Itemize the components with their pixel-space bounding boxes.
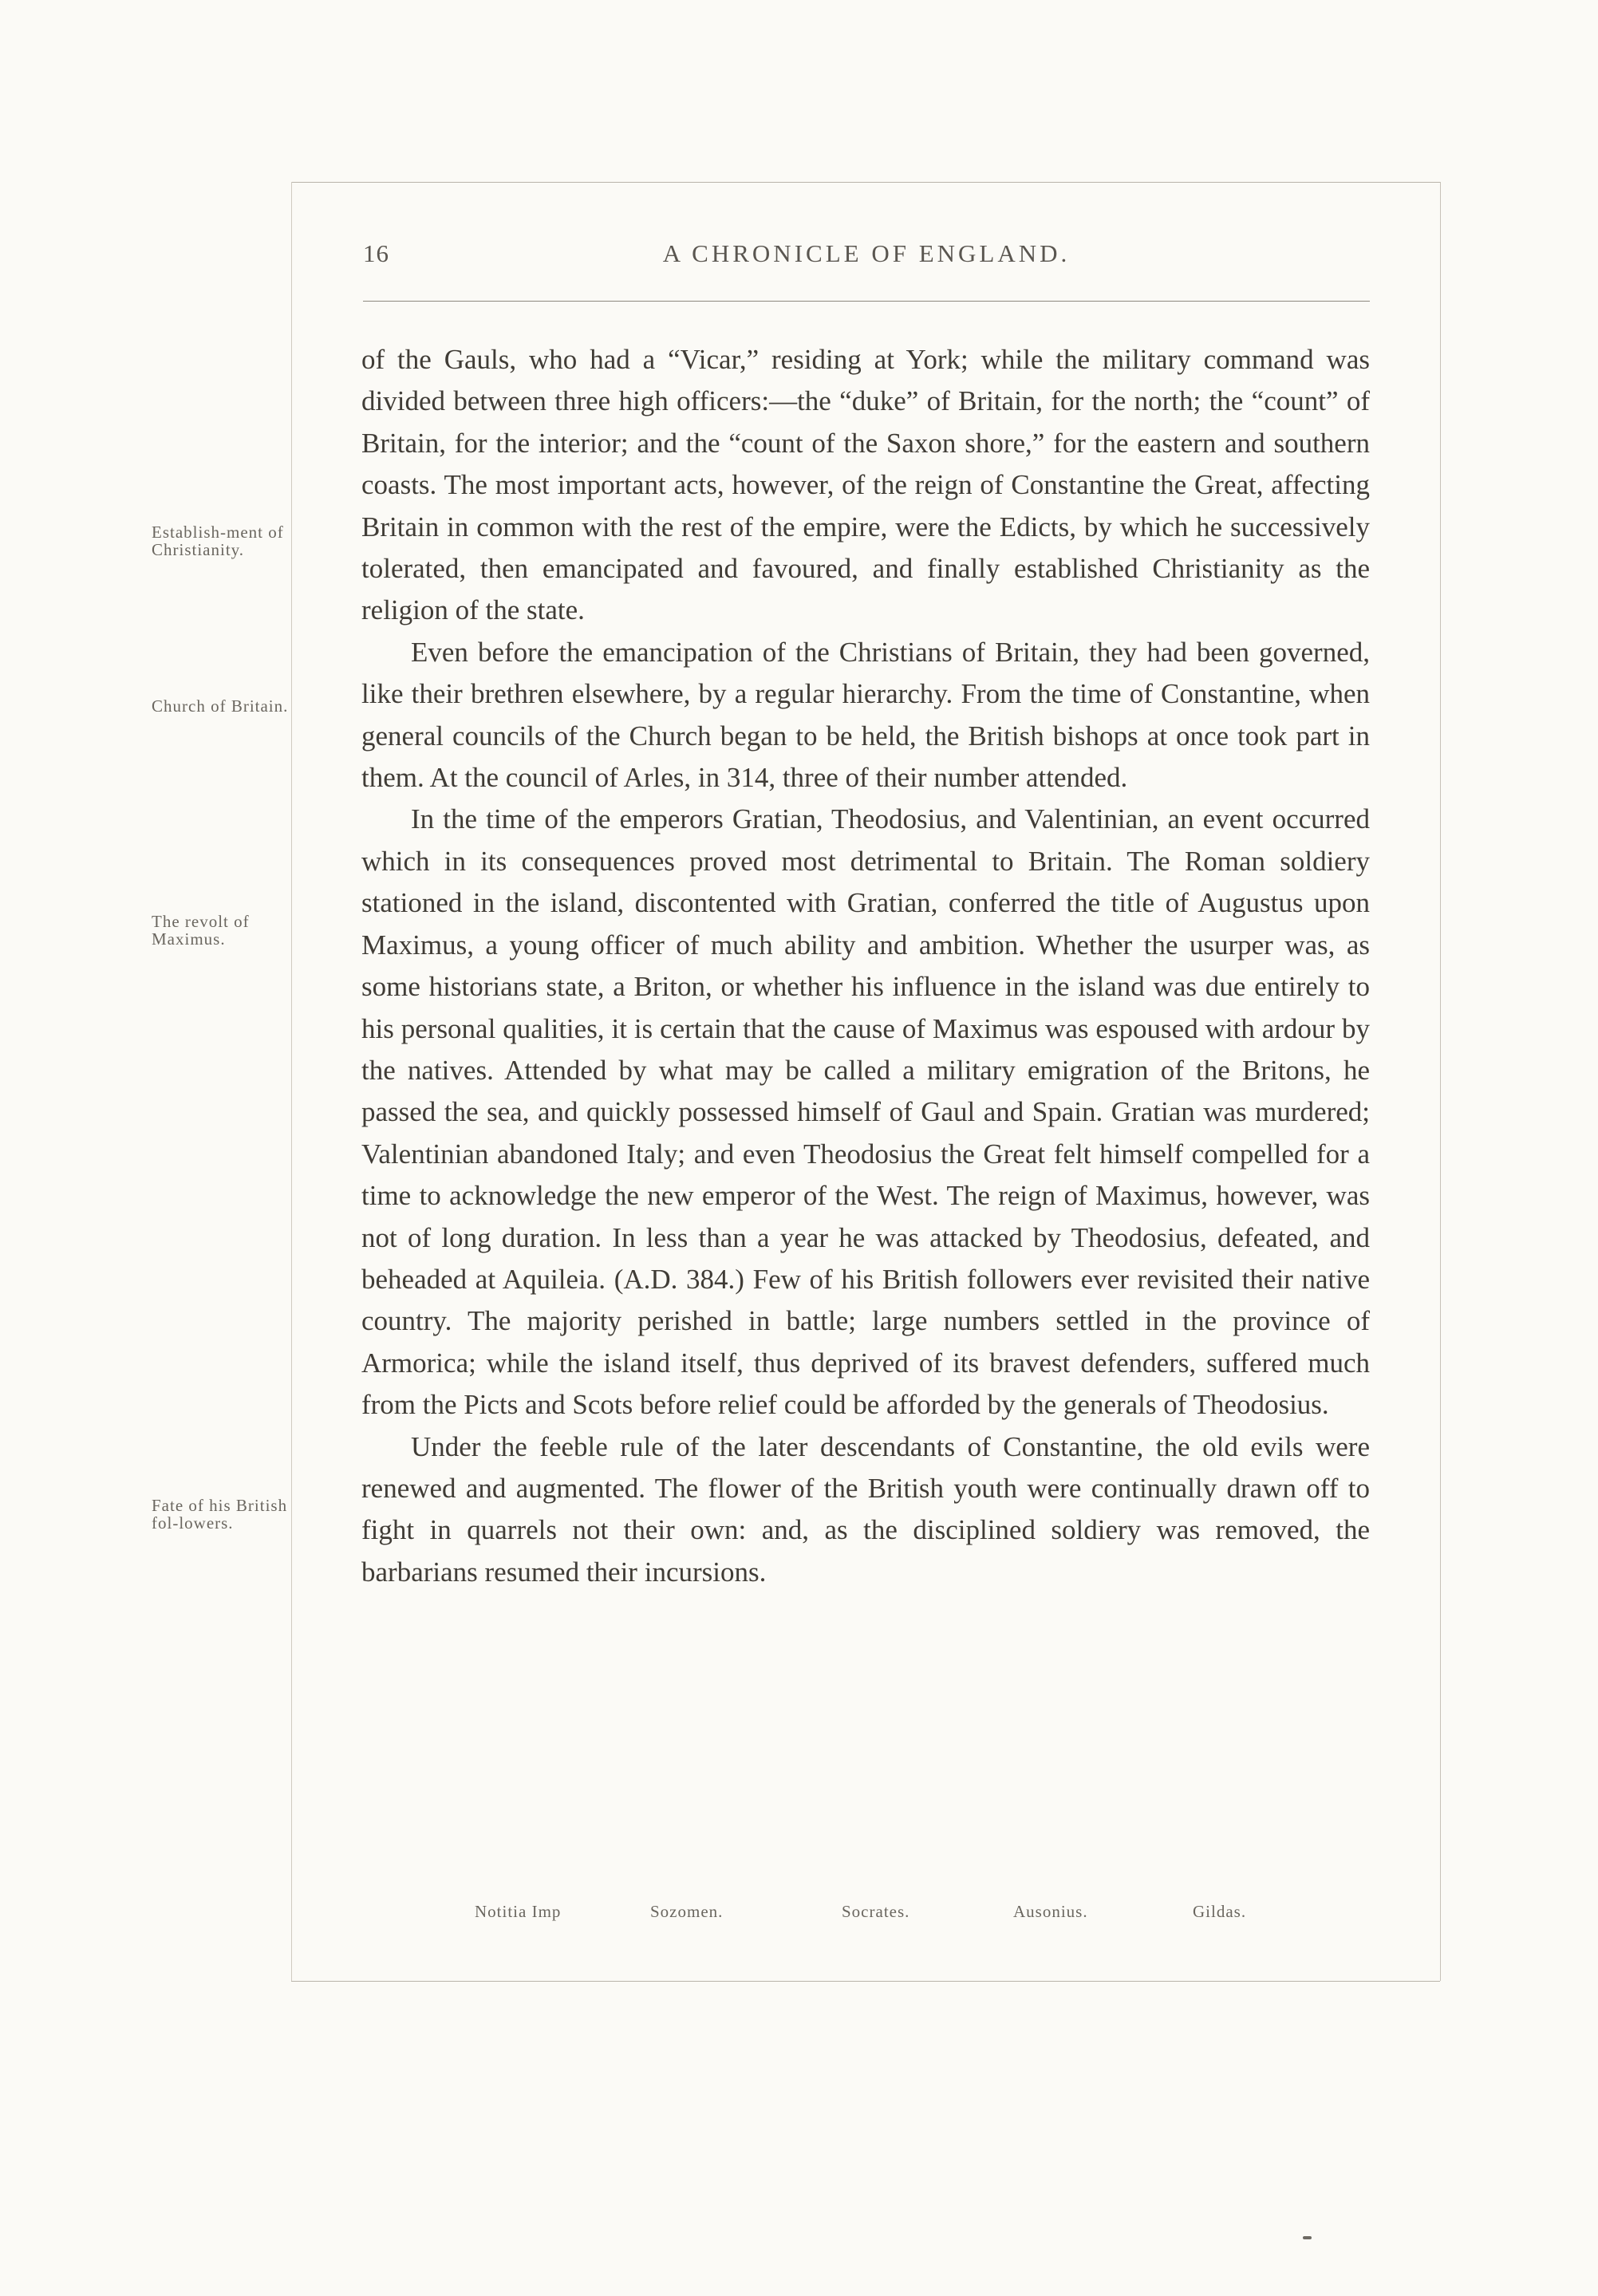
page-frame-left-rule — [291, 182, 292, 1981]
paragraph: Even before the emancipation of the Christians of Britain, they had been governed, like their brethren elsewhere, by a regular hierarchy. From the time of Constantine, when general councils of the Church began to be held, the British bishops at once took part in them. At the council of Arles, in 314, three of their number attended. — [361, 636, 1370, 794]
footnote-source: Socrates. — [842, 1902, 910, 1921]
margin-note-fate: Fate of his British fol-lowers. — [152, 1496, 288, 1533]
paper-speck — [1303, 2236, 1312, 2239]
margin-note-revolt: The revolt of Maximus. — [152, 912, 250, 949]
footnote-source: Ausonius. — [1013, 1902, 1088, 1921]
header-rule — [363, 301, 1370, 302]
paragraph: In the time of the emperors Gratian, Theodosius, and Valentinian, an event occurred which in its consequences proved most detrimental to Britain. The Roman soldiery stationed in the island, discontented with Gratian, conferred the title of Augustus upon Maximus, a young officer of much ability and ambition. Whether the usurper was, as some historians state, a Briton, or whether his influence in the island was due entirely to his personal qualities, it is certain that the cause of Maximus was espoused with ardour by the natives. Attended by what may be called a military emigration of the Britons, he passed the sea, and quickly possessed himself of Gaul and Spain. Gratian was murdered; Valentinian abandoned Italy; and even Theodosius the Great felt himself compelled for a time to acknowledge the new emperor of the West. The reign of Maximus, however, was not of long duration. In less than a year he was attacked by Theodosius, defeated, and beheaded at Aquileia. (A.D. 384.) Few of his British followers ever revisited their native country. The majority perished in battle; large numbers settled in the province of Armorica; while the island itself, thus deprived of its bravest defenders, suffered much from the Picts and Scots before relief could be afforded by the generals of Theodosius. — [361, 803, 1370, 1421]
running-title: A CHRONICLE OF ENGLAND. — [662, 239, 1071, 267]
page-header — [363, 239, 1370, 274]
footnote-source: Gildas. — [1193, 1902, 1247, 1921]
paragraph: of the Gauls, who had a “Vicar,” residing at York; while the military command was divided between three high officers:—the “duke” of Britain, for the north; the “count” of Britain, for the interior; and the “count of the Saxon shore,” for the eastern and southern coasts. The most important acts, however, of the reign of Constantine the Great, affecting Britain in common with the rest of the empire, were the Edicts, by which he successively tolerated, then emancipated and favoured, and finally established Christianity as the religion of the state. — [361, 344, 1370, 626]
margin-note-christianity: Establish-ment of Christianity. — [152, 523, 284, 559]
margin-note-church: Church of Britain. — [152, 696, 289, 716]
paragraph: Under the feeble rule of the later descendants of Constantine, the old evils were renewed and augmented. The flower of the British youth were continually drawn off to fight in quarrels not their own: and, as the disciplined soldiery was removed, the barbarians resumed their incursions. — [361, 1430, 1370, 1588]
footnote-source: Sozomen. — [650, 1902, 724, 1921]
footnote-sources — [475, 1902, 1288, 1926]
page-number: 16 — [363, 239, 389, 267]
page-frame-top-rule — [291, 182, 1440, 183]
footnote-source: Notitia Imp — [475, 1902, 562, 1921]
page-frame-bottom-rule — [291, 1981, 1440, 1982]
page-frame-right-rule — [1440, 182, 1441, 1981]
body-text — [361, 339, 1370, 1593]
